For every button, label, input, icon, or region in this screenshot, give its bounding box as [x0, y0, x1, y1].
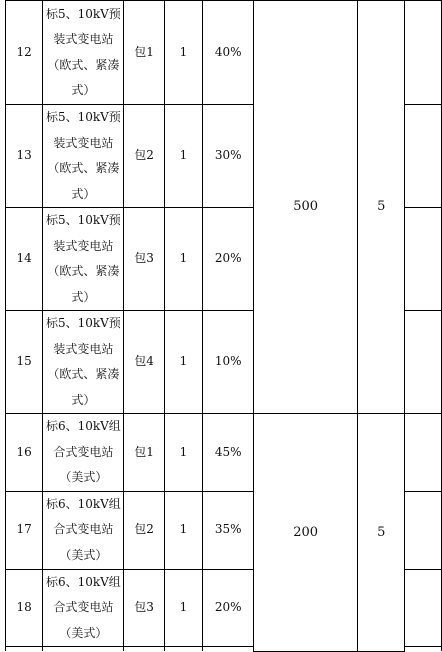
- ratio: 10%: [203, 311, 254, 414]
- empty-cell: [43, 647, 124, 652]
- ratio: 45%: [203, 414, 254, 492]
- row-number: 15: [6, 311, 43, 414]
- empty-cell: [405, 1, 442, 105]
- package-label: 包2: [124, 105, 164, 208]
- ratio: 35%: [203, 491, 254, 569]
- empty-cell: [405, 414, 442, 492]
- empty-cell: [405, 311, 442, 414]
- quantity: 1: [164, 491, 203, 569]
- empty-cell: [405, 569, 442, 647]
- quantity: 1: [164, 208, 203, 311]
- table-row: [6, 1, 442, 105]
- quantity: 1: [164, 105, 203, 208]
- package-label: 包1: [124, 1, 164, 105]
- empty-cell: [405, 208, 442, 311]
- item-name: 标5、10kV预 装式变电站 （欧式、紧凑 式）: [43, 105, 124, 208]
- row-number: 12: [6, 1, 43, 105]
- empty-cell: [405, 491, 442, 569]
- package-label: 包3: [124, 569, 164, 647]
- ratio: 20%: [203, 208, 254, 311]
- ratio: 40%: [203, 1, 254, 105]
- item-name: 标6、10kV组 合式变电站 （美式）: [43, 414, 124, 492]
- ratio: 20%: [203, 569, 254, 647]
- procurement-table: [5, 0, 442, 652]
- row-number: 17: [6, 491, 43, 569]
- table-row: [6, 414, 442, 492]
- empty-cell: [203, 647, 254, 652]
- empty-cell: [164, 647, 203, 652]
- quantity: 1: [164, 311, 203, 414]
- item-name: 标6、10kV组 合式变电站 （美式）: [43, 569, 124, 647]
- package-label: 包1: [124, 414, 164, 492]
- empty-cell: [6, 647, 43, 652]
- empty-cell: [405, 647, 442, 652]
- row-number: 14: [6, 208, 43, 311]
- item-name: 标5、10kV预 装式变电站 （欧式、紧凑 式）: [43, 208, 124, 311]
- group-a-count: 5: [358, 1, 405, 414]
- quantity: 1: [164, 569, 203, 647]
- package-label: 包3: [124, 208, 164, 311]
- quantity: 1: [164, 414, 203, 492]
- item-name: 标6、10kV组 合式变电站 （美式）: [43, 491, 124, 569]
- row-number: 13: [6, 105, 43, 208]
- item-name: 标5、10kV预 装式变电站 （欧式、紧凑 式）: [43, 1, 124, 105]
- quantity: 1: [164, 1, 203, 105]
- row-number: 18: [6, 569, 43, 647]
- package-label: 包4: [124, 311, 164, 414]
- package-label: 包2: [124, 491, 164, 569]
- group-b-value: 200: [254, 414, 358, 652]
- group-b-count: 5: [358, 414, 405, 652]
- empty-cell: [405, 105, 442, 208]
- group-a-value: 500: [254, 1, 358, 414]
- empty-cell: [124, 647, 164, 652]
- row-number: 16: [6, 414, 43, 492]
- ratio: 30%: [203, 105, 254, 208]
- item-name: 标5、10kV预 装式变电站 （欧式、紧凑 式）: [43, 311, 124, 414]
